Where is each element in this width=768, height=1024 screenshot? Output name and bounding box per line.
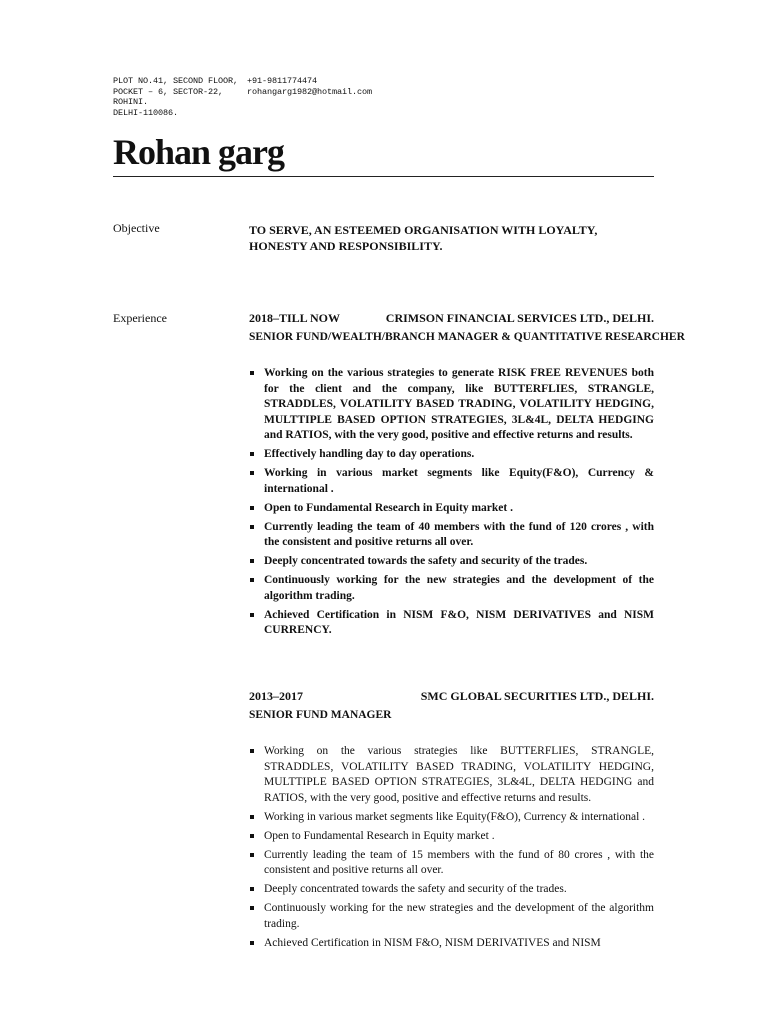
list-item (249, 520, 654, 551)
bullet-text: Continuously working for the new strategies and the development of the algorithm trading. (264, 902, 654, 930)
phone-number: +91-9811774474 (247, 76, 318, 86)
objective-text: TO SERVE, AN ESTEEMED ORGANISATION WITH LOYALTY, HONESTY AND RESPONSIBILITY. (249, 223, 598, 253)
address-line-4: DELHI-110086. (113, 107, 179, 118)
bullet-square-icon (250, 853, 254, 857)
email-address: rohangarg1982@hotmail.com (247, 86, 373, 97)
address-line-1 (113, 76, 239, 87)
list-item (249, 810, 654, 826)
list-item (249, 501, 654, 517)
job-2-company: SMC GLOBAL SECURITIES LTD., DELHI. (420, 689, 654, 703)
list-item (249, 366, 654, 444)
job-1-title: SENIOR FUND/WEALTH/BRANCH MANAGER & QUANTITATIVE RESEARCHER (249, 331, 685, 343)
job-2-period: 2013–2017 (249, 689, 303, 703)
bullet-text: Achieved Certification in NISM F&O, NISM DERIVATIVES and NISM (264, 936, 601, 949)
phone-email-block (247, 76, 372, 97)
bullet-square-icon (250, 834, 254, 838)
bullet-square-icon (250, 452, 254, 456)
bullet-square-icon (250, 559, 254, 563)
bullet-text: Working on the various strategies like BUTTERFLIES, STRANGLE, STRADDLES, VOLATILITY BASED TRADING, VOLATILITY HEDGING, MULTTIPLE BASED OPTION STRATEGIES, 3L&4L, DELTA HEDGING and RATIOS, with the very good, positive and effective returns and results. (264, 745, 654, 804)
bullet-square-icon (250, 578, 254, 582)
bullet-text: Achieved Certification in NISM F&O, NISM DERIVATIVES and NISM CURRENCY. (264, 608, 654, 636)
list-item (249, 936, 654, 952)
bullet-text: Working in various market segments like Equity(F&O), Currency & international . (264, 467, 654, 495)
job-1-company: CRIMSON FINANCIAL SERVICES LTD., DELHI. (385, 311, 654, 325)
address-line-2-text: POCKET – 6, SECTOR-22, (113, 86, 224, 97)
bullet-square-icon (250, 471, 254, 475)
job-2-header (249, 688, 654, 723)
bullet-text: Currently leading the team of 15 members with the fund of 80 crores , with the consistent and positive returns all over. (264, 848, 654, 876)
address-line-3: ROHINI. (113, 97, 149, 107)
bullet-square-icon (250, 613, 254, 617)
job-1-period: 2018–TILL NOW (249, 311, 341, 325)
job-2-title: SENIOR FUND MANAGER (249, 709, 392, 721)
job-1-bullet-list (249, 366, 654, 642)
bullet-square-icon (250, 525, 254, 529)
list-item (249, 447, 654, 463)
job-1-row (249, 310, 654, 326)
experience-label: Experience (113, 311, 167, 325)
list-item (249, 848, 654, 879)
job-2-row (249, 688, 654, 704)
address-block (113, 76, 239, 118)
bullet-text: Working on the various strategies to generate RISK FREE REVENUES both for the client and the company, like BUTTERFLIES, STRANGLE, STRADDLES, VOLATILITY BASED TRADING, VOLATILITY HEDGING, MULTTIPLE BASED OPTION STRATEGIES, 3L&4L, DELTA HEDGING and RATIOS, with the very good, positive and effective returns and results. (264, 367, 654, 441)
bullet-square-icon (250, 887, 254, 891)
bullet-text: Continuously working for the new strategies and the development of the algorithm trading. (264, 574, 654, 602)
bullet-square-icon (250, 749, 254, 753)
list-item (249, 554, 654, 570)
list-item (249, 466, 654, 497)
bullet-text: Deeply concentrated towards the safety and security of the trades. (264, 555, 588, 567)
bullet-square-icon (250, 815, 254, 819)
bullet-text: Open to Fundamental Research in Equity market . (264, 829, 495, 842)
objective-label: Objective (113, 221, 160, 235)
job-2-bullet-list (249, 744, 654, 955)
bullet-square-icon (250, 906, 254, 910)
list-item (249, 744, 654, 806)
list-item (249, 829, 654, 845)
address-line-2 (113, 87, 235, 98)
bullet-square-icon (250, 941, 254, 945)
bullet-text: Deeply concentrated towards the safety and security of the trades. (264, 883, 567, 895)
list-item (249, 882, 654, 898)
bullet-text: Working in various market segments like Equity(F&O), Currency & international . (264, 810, 646, 823)
list-item (249, 573, 654, 604)
list-item (249, 901, 654, 932)
list-item (249, 608, 654, 639)
bullet-text: Open to Fundamental Research in Equity market . (264, 501, 513, 514)
address-line-1-text: PLOT NO.41, SECOND FLOOR, (113, 76, 239, 86)
bullet-text: Effectively handling day to day operations. (264, 448, 475, 460)
bullet-square-icon (250, 506, 254, 510)
candidate-name: Rohan garg (113, 132, 285, 172)
job-1-header (249, 310, 685, 345)
bullet-text: Currently leading the team of 40 members with the fund of 120 crores , with the consistent and positive returns all over. (264, 520, 654, 548)
bullet-square-icon (250, 371, 254, 375)
header-divider (113, 176, 654, 177)
